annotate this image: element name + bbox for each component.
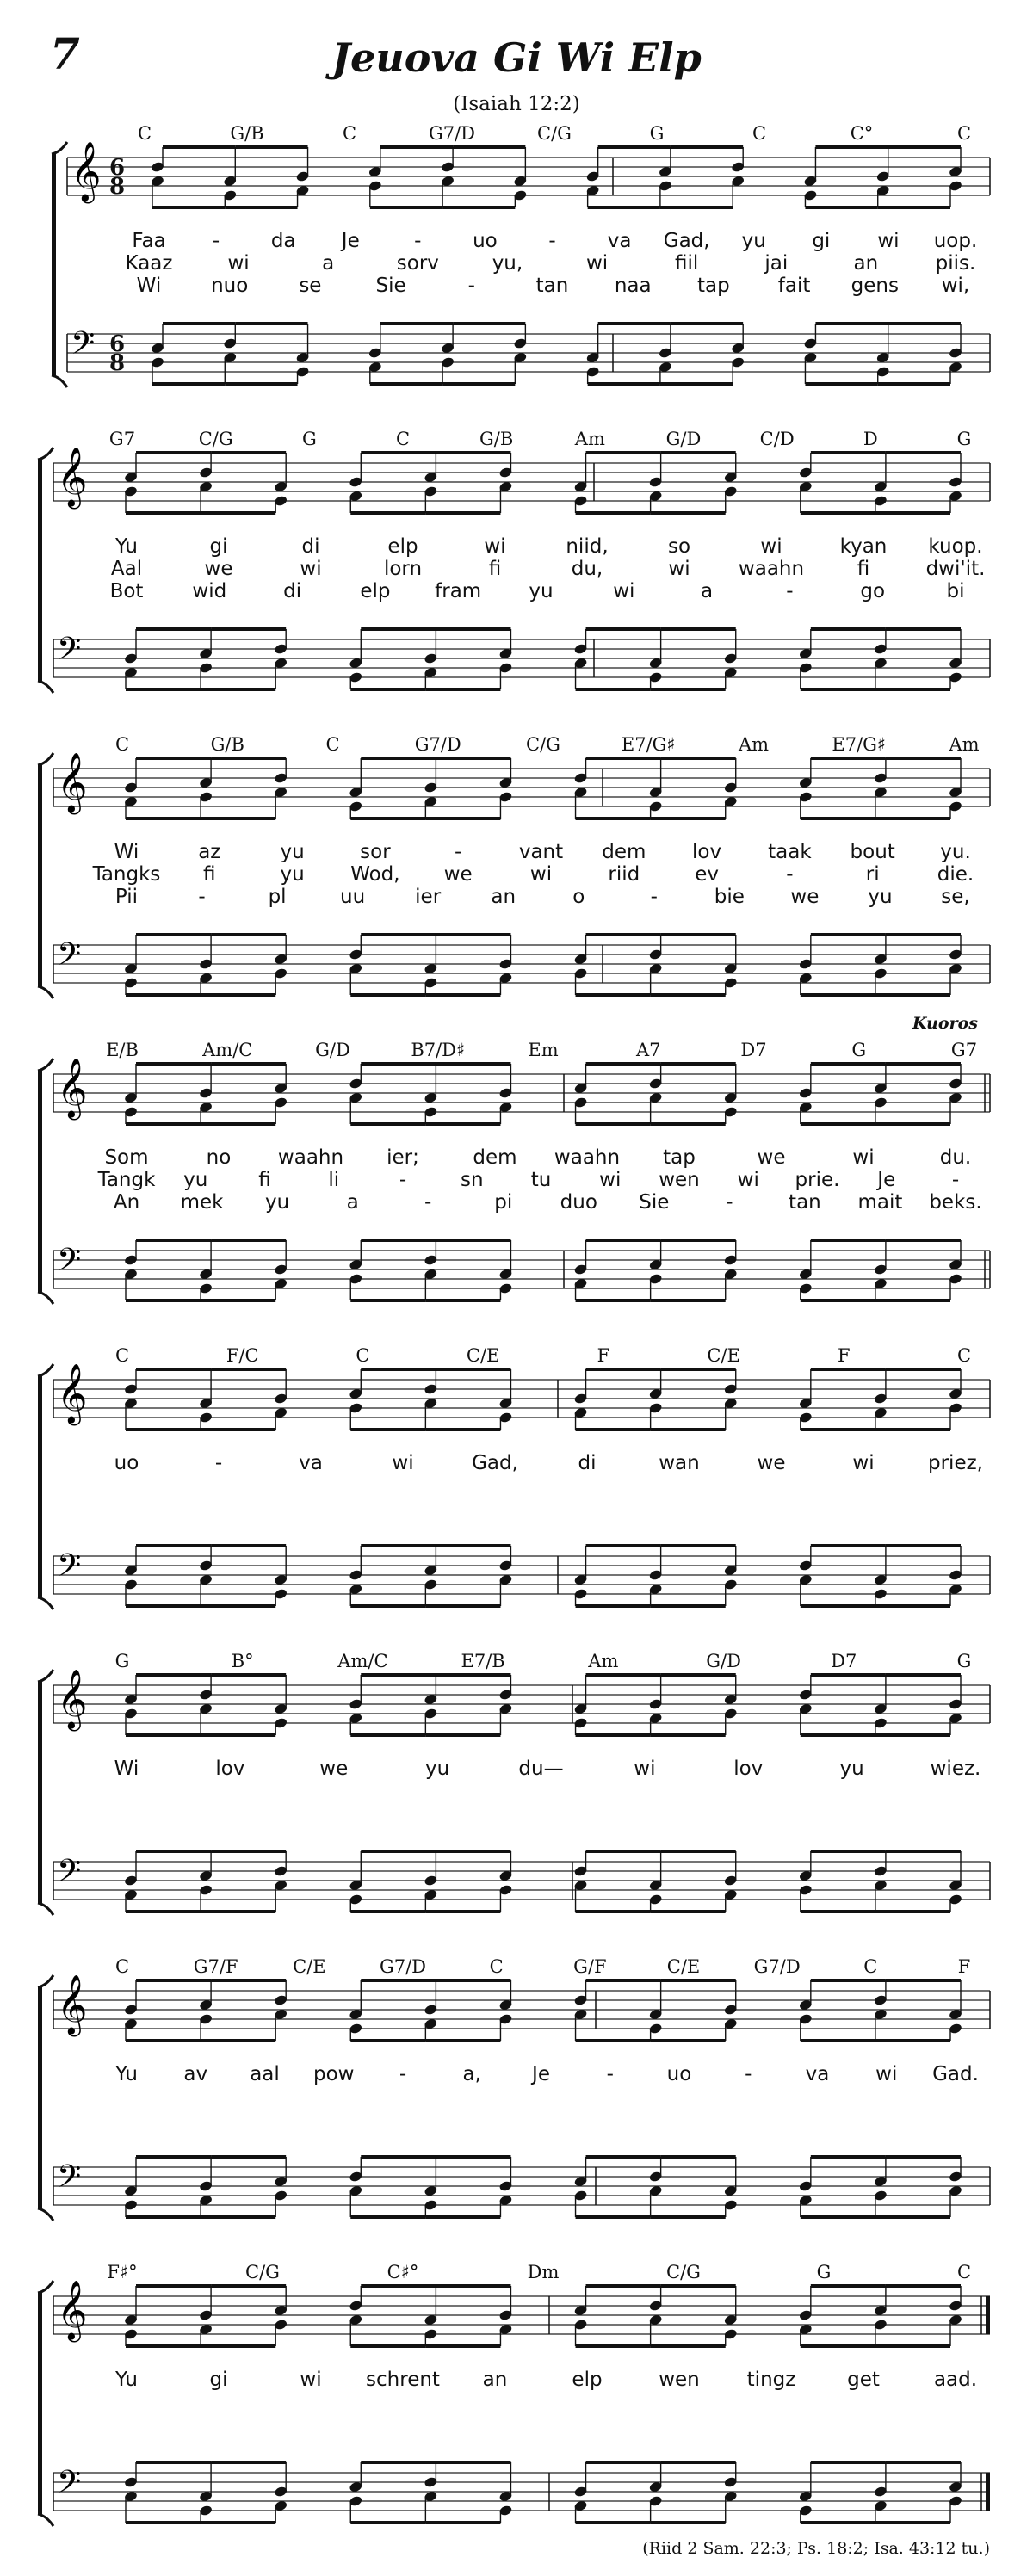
bass-clef: 𝄢: [57, 2464, 82, 2508]
treble-clef: 𝄞: [57, 1669, 88, 1729]
lyric-syllable: -: [212, 230, 220, 252]
lyric-syllable: yu: [264, 1191, 290, 1214]
treble-clef: 𝄞: [57, 752, 88, 812]
chord-symbol: C: [114, 1345, 130, 1366]
chord-symbol: C/G: [526, 734, 560, 755]
chord-symbol: C/G: [198, 429, 233, 449]
lyric-syllable: ri: [865, 863, 880, 886]
chord-symbol: G: [114, 1651, 130, 1671]
lyric-syllable: yu: [868, 886, 893, 908]
lyric-syllable: Pii: [114, 886, 139, 908]
lyric-syllable: get: [847, 2369, 880, 2391]
chord-symbol: Em: [528, 1040, 559, 1060]
lyric-syllable: elp: [387, 535, 418, 558]
bracket-hook: [38, 2208, 53, 2221]
lyric-syllable: va: [607, 230, 632, 252]
lyric-syllable: tan: [789, 1191, 821, 1214]
chord-symbol: G: [956, 1651, 972, 1671]
chord-symbol: G/D: [665, 429, 702, 449]
lyric-syllable: sorv: [396, 252, 439, 275]
lyric-syllable: pl: [268, 886, 287, 908]
final-barline-thick: [986, 2473, 990, 2511]
lyric-syllable: wi: [599, 1169, 622, 1191]
chord-symbol: G7: [950, 1040, 978, 1060]
lyric-syllable: bout: [850, 841, 895, 863]
lyric-syllable: Wi: [114, 841, 139, 863]
lyric-syllable: Je: [532, 2063, 550, 2085]
lyric-syllable: lov: [215, 1757, 245, 1780]
lyric-syllable: Kaaz: [125, 252, 173, 275]
lyric-syllable: piis.: [935, 252, 976, 275]
lyric-syllable: wi: [760, 535, 782, 558]
lyric-syllable: o: [572, 886, 585, 908]
lyric-syllable: di: [578, 1452, 597, 1474]
lyric-syllable: di: [301, 535, 320, 558]
lyric-syllable: fait: [777, 275, 811, 297]
chord-symbol: C/G: [245, 2262, 280, 2283]
lyric-syllable: beks.: [929, 1191, 982, 1214]
lyric-syllable: -: [467, 275, 475, 297]
lyric-syllable: Yu: [115, 2063, 138, 2085]
time-signature-bottom: 8: [108, 350, 126, 376]
lyric-syllable: du.: [939, 1146, 972, 1169]
lyric-syllable: -: [455, 841, 462, 863]
lyric-syllable: -: [726, 1191, 733, 1214]
lyric-syllable: wen: [659, 2369, 700, 2391]
bass-clef: 𝄢: [57, 1853, 82, 1897]
lyric-syllable: kyan: [839, 535, 888, 558]
lyric-syllable: ier;: [387, 1146, 419, 1169]
lyric-syllable: Som: [104, 1146, 149, 1169]
bracket-hook: [38, 986, 53, 998]
lyric-syllable: se,: [941, 886, 970, 908]
lyric-syllable: yu: [280, 863, 305, 886]
bracket-hook: [52, 142, 67, 154]
lyric-syllable: fi: [857, 558, 870, 580]
lyric-syllable: wi: [875, 2063, 898, 2085]
chord-symbol: C: [137, 123, 152, 144]
lyric-syllable: va: [805, 2063, 830, 2085]
system-bracket: [38, 765, 42, 986]
lyric-syllable: a: [701, 580, 714, 602]
lyric-syllable: wi: [392, 1452, 414, 1474]
song-title: Jeuova Gi Wi Elp: [331, 34, 702, 81]
lyric-syllable: Yu: [115, 2369, 138, 2391]
chord-symbol: G7/D: [379, 1956, 427, 1977]
bracket-hook: [52, 375, 67, 387]
lyric-syllable: a: [322, 252, 335, 275]
lyric-syllable: Tangks: [92, 863, 161, 886]
system-bracket: [38, 1682, 42, 1903]
lyric-syllable: wi: [668, 558, 690, 580]
chord-symbol: E7/G♯: [832, 734, 887, 755]
system-bracket: [52, 154, 56, 375]
lyric-syllable: schrent: [366, 2369, 440, 2391]
lyric-syllable: wi: [634, 1757, 656, 1780]
bracket-hook: [38, 448, 53, 460]
lyric-syllable: bi: [946, 580, 965, 602]
bracket-hook: [38, 1903, 53, 1915]
time-signature-top: 6: [108, 331, 126, 357]
chord-symbol: F♯°: [107, 2262, 138, 2283]
lyric-syllable: mait: [857, 1191, 903, 1214]
lyric-syllable: Gad.: [932, 2063, 979, 2085]
lyric-syllable: wi: [852, 1146, 875, 1169]
treble-clef: 𝄞: [57, 2280, 88, 2340]
lyric-syllable: go: [860, 580, 886, 602]
lyric-syllable: dem: [602, 841, 646, 863]
lyric-syllable: priez,: [928, 1452, 983, 1474]
lyric-syllable: Je: [877, 1169, 896, 1191]
lyric-syllable: prie.: [795, 1169, 840, 1191]
lyric-syllable: an: [491, 886, 516, 908]
lyric-syllable: an: [482, 2369, 508, 2391]
lyric-syllable: aal: [250, 2063, 280, 2085]
lyric-syllable: yu: [425, 1757, 450, 1780]
chord-symbol: F/C: [226, 1345, 259, 1366]
lyric-syllable: wi,: [941, 275, 970, 297]
lyric-syllable: elp: [572, 2369, 603, 2391]
chord-symbol: E7/G♯: [621, 734, 676, 755]
chord-symbol: G7/D: [753, 1956, 801, 1977]
chord-symbol: C: [956, 123, 972, 144]
lyric-syllable: tap: [697, 275, 730, 297]
lyric-syllable: du—: [518, 1757, 564, 1780]
bracket-hook: [38, 1597, 53, 1609]
lyric-syllable: fiil: [675, 252, 699, 275]
chord-symbol: C/E: [707, 1345, 740, 1366]
time-signature-top: 6: [108, 155, 126, 181]
time-signature-bottom: 8: [108, 174, 126, 200]
bass-clef: 𝄢: [71, 325, 96, 369]
chord-symbol: C°: [850, 123, 874, 144]
bracket-hook: [38, 1059, 53, 1071]
footer-references: (Riid 2 Sam. 22:3; Ps. 18:2; Isa. 43:12 tu.): [642, 2539, 990, 2558]
lyric-syllable: -: [414, 230, 422, 252]
lyric-syllable: wi: [529, 863, 553, 886]
bass-clef: 𝄢: [57, 631, 82, 675]
lyric-syllable: Aal: [110, 558, 143, 580]
chord-symbol: G: [956, 429, 972, 449]
lyric-syllable: sor: [360, 841, 391, 863]
lyric-syllable: we: [757, 1452, 786, 1474]
chord-symbol: C: [114, 734, 130, 755]
lyric-syllable: Yu: [115, 535, 138, 558]
scripture-reference: (Isaiah 12:2): [453, 93, 580, 115]
lyric-syllable: az: [198, 841, 221, 863]
lyric-syllable: gens: [851, 275, 899, 297]
lyric-syllable: Wod,: [350, 863, 400, 886]
bass-clef: 𝄢: [57, 1242, 82, 1286]
bracket-hook: [38, 2514, 53, 2526]
lyric-syllable: fi: [203, 863, 216, 886]
treble-clef: 𝄞: [57, 1058, 88, 1118]
lyric-syllable: die.: [937, 863, 974, 886]
bass-clef: 𝄢: [57, 2159, 82, 2202]
lyric-syllable: lov: [733, 1757, 764, 1780]
bracket-hook: [38, 681, 53, 693]
lyric-syllable: uu: [340, 886, 366, 908]
lyric-syllable: taak: [768, 841, 812, 863]
system-bracket: [38, 2293, 42, 2514]
system-bracket: [38, 460, 42, 681]
chord-symbol: G: [649, 123, 665, 144]
lyric-syllable: An: [113, 1191, 140, 1214]
lyric-syllable: yu: [183, 1169, 208, 1191]
lyric-syllable: Tangk: [97, 1169, 156, 1191]
chord-symbol: Am: [738, 734, 770, 755]
bracket-hook: [38, 753, 53, 765]
lyric-syllable: wid: [192, 580, 227, 602]
bracket-hook: [38, 2281, 53, 2293]
chord-symbol: F: [597, 1345, 610, 1366]
lyric-syllable: we: [204, 558, 233, 580]
lyric-syllable: yu: [529, 580, 554, 602]
lyric-syllable: we: [790, 886, 820, 908]
lyric-syllable: -: [399, 1169, 407, 1191]
lyric-syllable: elp: [360, 580, 391, 602]
lyric-syllable: wi: [737, 1169, 759, 1191]
chord-symbol: G/B: [230, 123, 264, 144]
lyric-syllable: riid: [608, 863, 640, 886]
treble-clef: 𝄞: [57, 1363, 88, 1424]
chord-symbol: C: [956, 1345, 972, 1366]
chord-symbol: C: [395, 429, 411, 449]
chord-symbol: G: [816, 2262, 832, 2283]
lyric-syllable: we: [319, 1757, 349, 1780]
lyric-syllable: gi: [209, 535, 228, 558]
chord-symbol: C♯°: [387, 2262, 419, 2283]
lyric-syllable: ev: [695, 863, 719, 886]
lyric-syllable: lov: [692, 841, 722, 863]
chord-symbol: E7/B: [461, 1651, 505, 1671]
chord-symbol: G/B: [479, 429, 514, 449]
chord-symbol: C/G: [666, 2262, 701, 2283]
lyric-syllable: wi: [585, 252, 609, 275]
lyric-syllable: tingz: [746, 2369, 796, 2391]
lyric-syllable: gi: [209, 2369, 228, 2391]
bracket-hook: [38, 1292, 53, 1304]
chord-symbol: D: [863, 429, 878, 449]
lyric-syllable: fi: [258, 1169, 271, 1191]
chord-symbol: C: [114, 1956, 130, 1977]
lyric-syllable: -: [198, 886, 206, 908]
chord-symbol: G/B: [210, 734, 244, 755]
lyric-syllable: wan: [659, 1452, 700, 1474]
lyric-syllable: gi: [812, 230, 831, 252]
lyric-syllable: wi: [484, 535, 506, 558]
lyric-syllable: so: [667, 535, 691, 558]
lyric-syllable: mek: [180, 1191, 224, 1214]
chord-symbol: C/G: [537, 123, 572, 144]
lyric-syllable: uo: [666, 2063, 692, 2085]
chord-symbol: C: [356, 1345, 370, 1366]
chord-symbol: Dm: [527, 2262, 560, 2283]
chord-symbol: F: [957, 1956, 971, 1977]
lyric-syllable: a: [346, 1191, 359, 1214]
lyric-syllable: tan: [535, 275, 569, 297]
chord-symbol: Am: [949, 734, 980, 755]
lyric-syllable: yu: [741, 230, 766, 252]
bracket-hook: [38, 1364, 53, 1376]
lyric-syllable: duo: [560, 1191, 597, 1214]
lyric-syllable: we: [443, 863, 473, 886]
bass-clef: 𝄢: [57, 1547, 82, 1591]
lyric-syllable: di: [283, 580, 302, 602]
lyric-syllable: -: [214, 1452, 223, 1474]
lyric-syllable: Sie: [375, 275, 406, 297]
chord-symbol: A7: [635, 1040, 661, 1060]
chord-symbol: G/F: [573, 1956, 607, 1977]
lyric-syllable: -: [745, 2063, 752, 2085]
lyric-syllable: Gad,: [663, 230, 710, 252]
chord-symbol: B°: [231, 1651, 254, 1671]
treble-clef: 𝄞: [71, 141, 102, 201]
chord-symbol: G7/D: [414, 734, 461, 755]
chord-symbol: C/E: [293, 1956, 326, 1977]
lyric-syllable: wi: [227, 252, 250, 275]
lyric-syllable: sn: [460, 1169, 484, 1191]
lyric-syllable: Gad,: [472, 1452, 518, 1474]
lyric-syllable: uo: [114, 1452, 139, 1474]
lyric-syllable: -: [548, 230, 556, 252]
chord-symbol: C/E: [666, 1956, 701, 1977]
chord-symbol: C: [489, 1956, 504, 1977]
lyric-syllable: dem: [473, 1146, 517, 1169]
chord-symbol: C/D: [759, 429, 795, 449]
bracket-hook: [38, 1670, 53, 1682]
chord-symbol: D7: [831, 1651, 857, 1671]
lyric-syllable: naa: [614, 275, 652, 297]
final-barline-thick: [986, 2296, 990, 2334]
lyric-syllable: -: [399, 2063, 407, 2085]
lyric-syllable: Faa: [132, 230, 166, 252]
chord-symbol: B7/D♯: [411, 1040, 466, 1060]
lyric-syllable: yu: [839, 1757, 864, 1780]
lyric-syllable: bie: [714, 886, 745, 908]
lyric-syllable: wi: [300, 2369, 322, 2391]
system-bracket: [38, 1376, 42, 1597]
chord-symbol: Am/C: [337, 1651, 388, 1671]
lyric-syllable: waahn: [554, 1146, 621, 1169]
lyric-syllable: li: [328, 1169, 340, 1191]
lyric-syllable: aad.: [933, 2369, 978, 2391]
lyric-syllable: dwi'it.: [925, 558, 986, 580]
chord-symbol: C: [863, 1956, 878, 1977]
lyric-syllable: waahn: [738, 558, 805, 580]
lyric-syllable: wi: [852, 1452, 875, 1474]
chord-symbol: C: [956, 2262, 972, 2283]
chord-symbol: F: [837, 1345, 851, 1366]
chord-symbol: Am: [588, 1651, 619, 1671]
lyric-syllable: av: [183, 2063, 208, 2085]
treble-clef: 𝄞: [57, 447, 88, 507]
lyric-syllable: pow: [313, 2063, 355, 2085]
lyric-syllable: fram: [435, 580, 482, 602]
lyric-syllable: Bot: [109, 580, 144, 602]
bass-clef: 𝄢: [57, 936, 82, 980]
chord-symbol: Am: [574, 429, 605, 449]
lyric-syllable: uop.: [933, 230, 978, 252]
system-bracket: [38, 1987, 42, 2208]
lyric-syllable: wen: [659, 1169, 700, 1191]
lyric-syllable: kuop.: [928, 535, 983, 558]
lyric-syllable: a,: [462, 2063, 481, 2085]
lyric-syllable: -: [951, 1169, 960, 1191]
lyric-syllable: niid,: [566, 535, 609, 558]
chord-symbol: G/D: [315, 1040, 350, 1060]
chord-symbol: G: [851, 1040, 867, 1060]
lyric-syllable: uo: [473, 230, 498, 252]
lyric-syllable: nuo: [211, 275, 249, 297]
lyric-syllable: an: [853, 252, 879, 275]
lyric-syllable: fi: [488, 558, 502, 580]
chord-symbol: D7: [740, 1040, 767, 1060]
system-bracket: [38, 1071, 42, 1292]
lyric-syllable: -: [786, 580, 794, 602]
lyric-syllable: Wi: [114, 1757, 139, 1780]
treble-clef: 𝄞: [57, 1974, 88, 2035]
lyric-syllable: yu,: [492, 252, 523, 275]
chord-symbol: G7: [108, 429, 136, 449]
chord-symbol: G/D: [706, 1651, 741, 1671]
lyric-syllable: se: [299, 275, 322, 297]
chord-symbol: Am/C: [202, 1040, 253, 1060]
chord-symbol: E/B: [106, 1040, 139, 1060]
lyric-syllable: Sie: [639, 1191, 670, 1214]
lyric-syllable: -: [424, 1191, 432, 1214]
lyric-syllable: wiez.: [930, 1757, 981, 1780]
chord-symbol: C: [325, 734, 340, 755]
lyric-syllable: lorn: [383, 558, 423, 580]
lyric-syllable: da: [270, 230, 296, 252]
lyric-syllable: yu: [280, 841, 305, 863]
lyric-syllable: ier: [415, 886, 442, 908]
lyric-syllable: wi: [613, 580, 635, 602]
lyric-syllable: pi: [494, 1191, 513, 1214]
lyric-syllable: waahn: [277, 1146, 344, 1169]
lyric-syllable: Je: [341, 230, 360, 252]
chord-symbol: C: [752, 123, 767, 144]
chord-symbol: G7/F: [193, 1956, 238, 1977]
lyric-syllable: tu: [530, 1169, 552, 1191]
chord-symbol: G: [301, 429, 317, 449]
lyric-syllable: -: [786, 863, 794, 886]
lyric-syllable: du,: [571, 558, 603, 580]
lyric-syllable: tap: [663, 1146, 696, 1169]
lyric-syllable: yu.: [940, 841, 971, 863]
chord-symbol: C: [342, 123, 357, 144]
lyric-syllable: vant: [518, 841, 564, 863]
bracket-hook: [38, 1975, 53, 1987]
chord-symbol: C/E: [466, 1345, 500, 1366]
song-number: 7: [50, 28, 80, 79]
lyric-syllable: -: [650, 886, 658, 908]
lyric-syllable: wi: [300, 558, 322, 580]
chord-symbol: G7/D: [428, 123, 476, 144]
lyric-syllable: va: [299, 1452, 323, 1474]
lyric-syllable: Wi: [136, 275, 162, 297]
lyric-syllable: we: [757, 1146, 786, 1169]
lyric-syllable: jai: [764, 252, 789, 275]
lyric-syllable: no: [206, 1146, 232, 1169]
lyric-syllable: wi: [877, 230, 900, 252]
lyric-syllable: -: [606, 2063, 614, 2085]
section-label: Kuoros: [912, 1014, 978, 1033]
